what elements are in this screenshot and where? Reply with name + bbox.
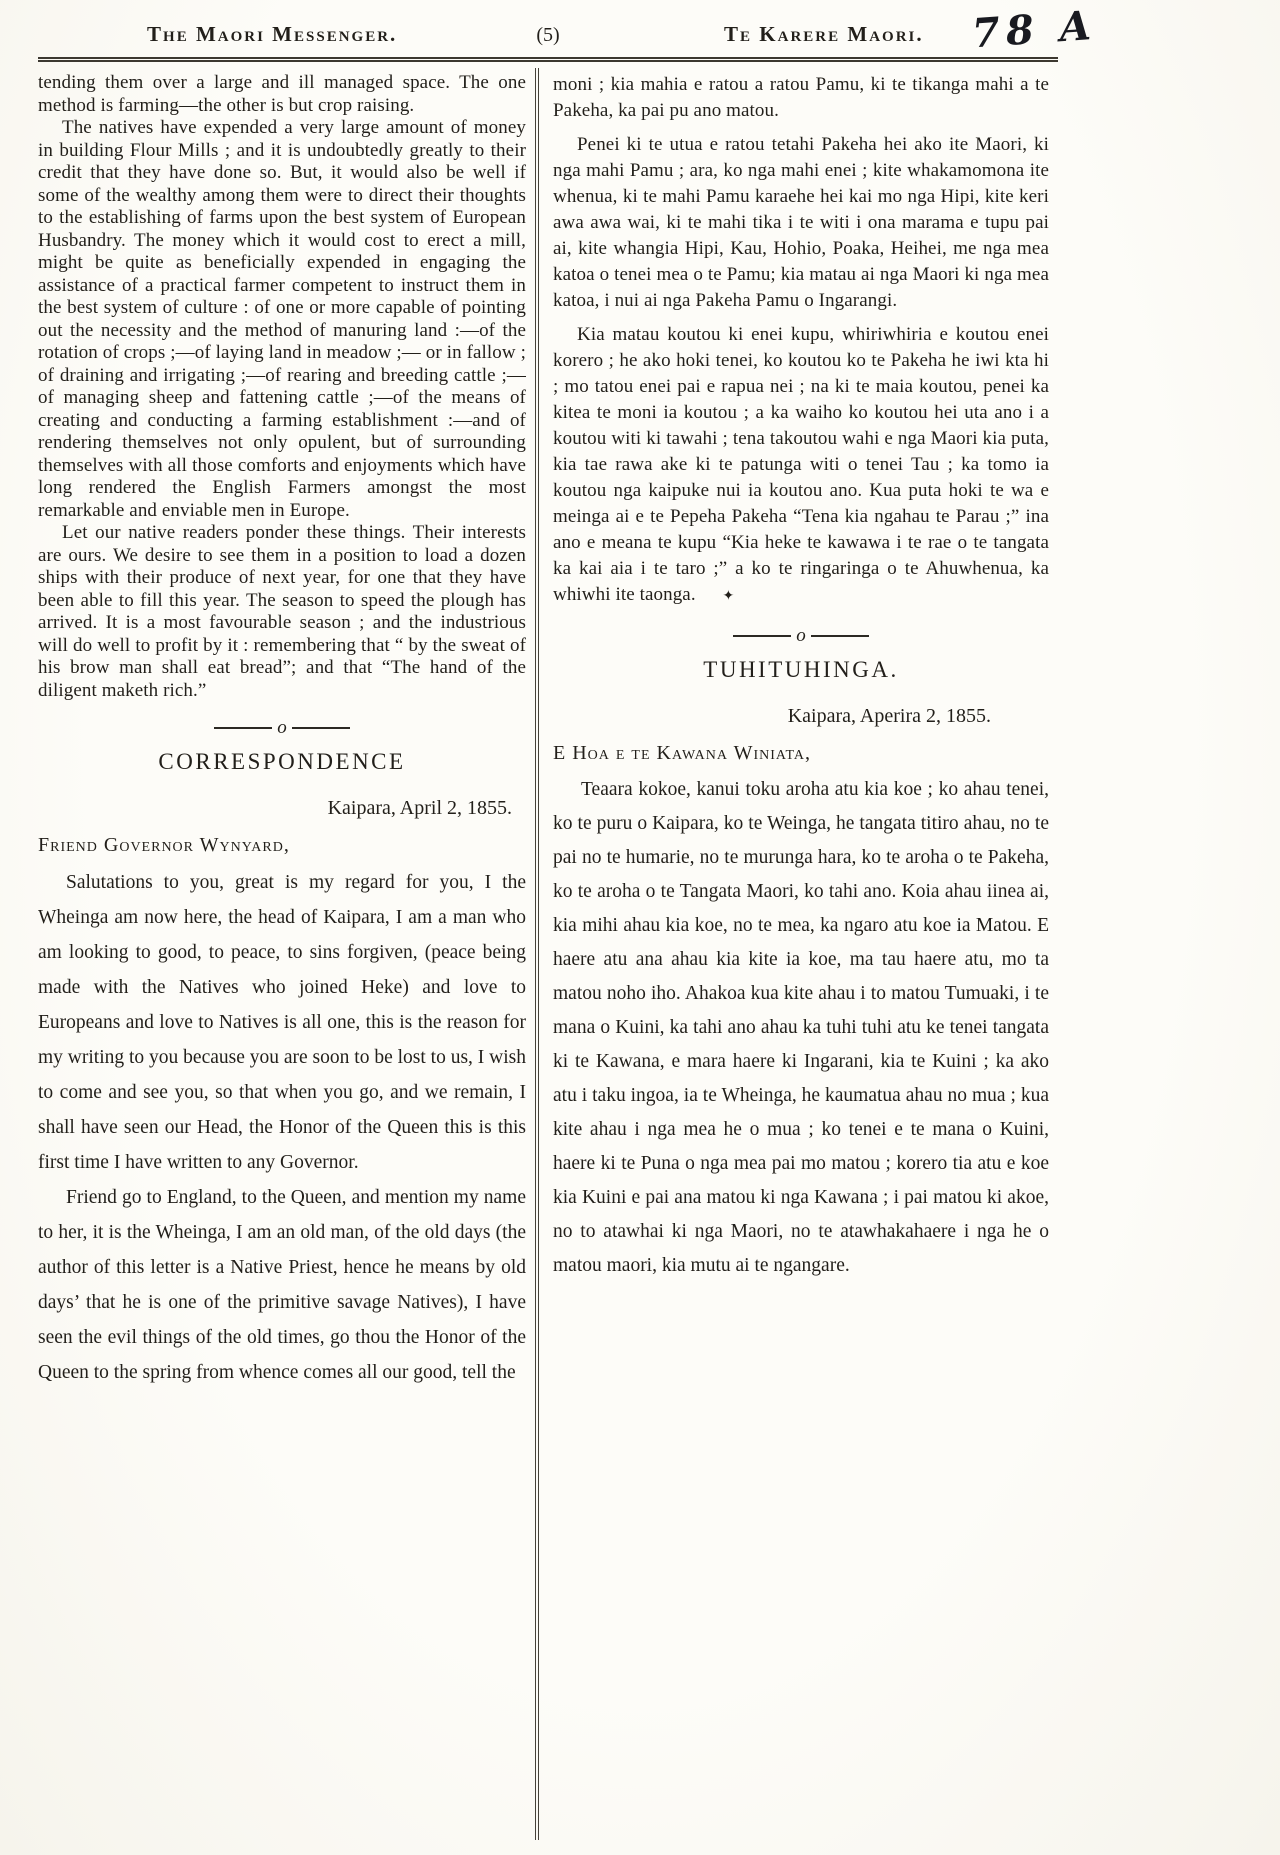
printers-mark: ✦ [722,589,735,604]
page-columns [38,68,1058,1840]
salutation-english: Friend Governor Wynyard, [38,834,290,856]
maori-essay [553,72,1049,610]
essay-paragraph-text: Kia matau koutou ki enei kupu, whiriwhiria e koutou enei korero ; he ako hoki tenei, ko koutou ko te Pakeha he iwi kta hi ; mo tatou enei pai e rapua nei ; na ki te maia koutou, penei ka kitea te moni ia koutou ; a ka waiho ko koutou hei uta ano i a koutou witi ki tawahi ; tena takoutou wahi e nga Maori kia puta, kia tae rawa ake ki te patunga witi o tenei Tau ; ka tomo ia koutou nga kaipuke nui ia koutou ano. Kua puta hoki te wa e meinga ai e te Pepeha Pakeha “Tena kia ngahau te Parau ;” ina ano e meana te kupu “Kia heke te kawawa i te rae o te tangata ka kai aia i te taro ;” a ko te ringaringa o te Ahuwhenua, ka whiwhi ite taonga. [553,324,1049,605]
essay-paragraph: Penei ki te utua e ratou tetahi Pakeha hei ako ite Maori, ki nga mahi Pamu ; ara, ko nga mahi enei ; kite whakamomona ite whenua, ki te mahi Pamu karaehe hei kai mo nga Hipi, kite keri awa awa wai, ki te mahi tika i te witi i ona marama e tupu pai ai, kite whangia Hipi, Kau, Hohio, Poaka, Heihei, me nga mea katoa o tenei mea o te Pamu; kia matau ai nga Maori ki nga mea katoa, i nui ai nga Pakeha Pamu o Ingarangi. [553,134,1049,311]
essay-paragraph: Let our native readers ponder these things. Their interests are ours. We desire to see them in a position to load a dozen ships with their produce of next year, for one that they have been able to fill this year. The season to speed the plough has arrived. It is a most favourable season ; and the industrious will do well to profit by it : remembering that “ by the sweat of his brow man shall eat bread”; and that “The hand of the diligent maketh rich.” [38,522,526,701]
divider-line [292,727,350,729]
english-essay [38,72,526,702]
letter-paragraph: Friend go to England, to the Queen, and mention my name to her, it is the Wheinga, I am an old man, of the old days (the author of this letter is a Native Priest, hence he means by old days’ that he is one of the primitive savage Natives), I have seen the evil things of the old times, go thou the Honor of the Queen to the spring from whence comes all our good, tell the [38,1187,526,1383]
letter-paragraph: Teaara kokoe, kanui toku aroha atu kia koe ; ko ahau tenei, ko te puru o Kaipara, ko te Weinga, he tangata titiro ahau, no te pai no te humarie, no te murunga hara, ko te aroha o te Pakeha, ko te aroha o te Tangata Maori, ko tahi ano. Koia ahau iinea ai, kia mihi ahau kia koe, no te mea, ka ngaro atu koe ia Matou. E haere atu ana ahau kia kite ia koe, ma tau haere atu, mo ta matou noho iho. Ahakoa kua kite ahau i to matou Tumuaki, i te mana o Kuini, ka tahi ano ahau ka tuhi tuhi atu ke tenei tangata ki te Kawana, e mara haere ki Ingarani, kia te Kuini ; ka ako atu i taku ingoa, ia te Wheinga, he kaumatua ahau no mua ; kua kite ahau i nga mea he o mua ; ko tenei e te mana o Kuini, haere ki te Puna o nga mea pai mo matou ; korero tia atu e koe kia Kuini e pai ana matou ki nga Kawana ; i pai matou ki akoe, no to atawhai ki nga Maori, no te atawhakahaere i nga he o matou maori, kia mutu ai te ngangare. [553,779,1049,1276]
divider-line [214,727,272,729]
masthead [38,16,1058,57]
divider-line [733,635,791,637]
english-letter [38,865,526,1390]
essay-paragraph: tending them over a large and ill managed space. The one method is farming—the other is but crop raising. [38,72,526,116]
divider-ornament: o [277,717,287,738]
correspondence-heading: CORRESPONDENCE [158,749,406,774]
maori-letter [553,773,1049,1283]
column-english [38,68,535,1840]
divider-line [811,635,869,637]
page-number: (5) [536,24,560,46]
header-rule [38,57,1058,62]
salutation-maori: E Hoa e te Kawana Winiata, [553,742,812,764]
dateline-english: Kaipara, April 2, 1855. [327,797,512,819]
section-divider [553,626,1049,645]
masthead-title-english: The Maori Messenger. [147,22,398,46]
column-maori [535,68,1049,1840]
essay-paragraph [553,322,1049,610]
letter-paragraph: Salutations to you, great is my regard for you, I the Wheinga am now here, the head of Kaipara, I am a man who am looking to good, to peace, to sins forgiven, (peace being made with the Natives who joined Heke) and love to Europeans and love to Natives is all one, this is the reason for my writing to you because you are soon to be lost to us, I wish to come and see you, so that when you go, and we remain, I shall have seen our Head, the Honor of the Queen this is this first time I have written to any Governor. [38,872,526,1173]
essay-paragraph: The natives have expended a very large amount of money in building Flour Mills ; and it is undoubtedly greatly to their credit that they have done so. But, it would also be well if some of the wealthy among them were to direct their thoughts to the establishing of farms upon the best system of European Husbandry. The money which it would cost to erect a mill, might be quite as beneficially expended in engaging the assistance of a practical farmer competent to instruct them in the best system of culture : of one or more capable of pointing out the necessity and the method of manuring land :—of the rotation of crops ;—of laying land in meadow ;— or in fallow ; of draining and irrigating ;—of rearing and breeding cattle ;—of managing sheep and fattening cattle ;—of the means of creating and conducting a farming establishment :—and of rendering themselves not only opulent, but of surrounding themselves with all those comforts and enjoyments which have long rendered the English Farmers amongst the most remarkable and enviable men in Europe. [38,117,526,521]
dateline-maori: Kaipara, Aperira 2, 1855. [787,705,991,727]
masthead-title-maori: Te Karere Maori. [724,22,924,46]
handwritten-folio-number: 78 A [970,1,1099,58]
section-divider [38,718,526,737]
divider-ornament: o [796,625,806,646]
essay-paragraph: moni ; kia mahia e ratou a ratou Pamu, ki te tikanga mahi a te Pakeha, ka pai pu ano matou. [553,74,1049,121]
tuhituhinga-heading: TUHITUHINGA. [703,657,899,682]
